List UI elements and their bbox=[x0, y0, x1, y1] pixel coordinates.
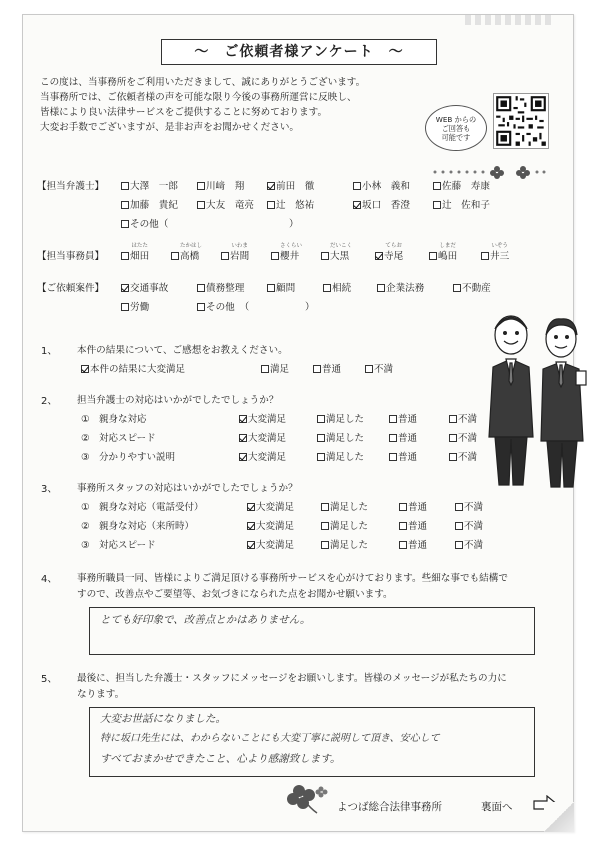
staff-option[interactable] bbox=[429, 243, 458, 264]
lawyer-name: 川﨑 翔 bbox=[206, 181, 245, 192]
option-label: 大変満足 bbox=[248, 433, 287, 444]
other-close: ） bbox=[289, 219, 299, 230]
intro-text bbox=[40, 75, 430, 136]
checkbox-checked[interactable] bbox=[267, 182, 275, 190]
q5-answer-line: 大変お世話になりました。 bbox=[100, 713, 226, 725]
q2-row-label: ③ 分かりやすい説明 bbox=[81, 452, 176, 463]
checkbox-checked[interactable] bbox=[81, 365, 89, 373]
q3-row-label: ① 親身な対応（電話受付） bbox=[81, 502, 204, 513]
option-label: 不満 bbox=[464, 540, 484, 551]
q5-number: 5、 bbox=[41, 674, 58, 685]
q1-text: 本件の結果について、ご感想をお教えください。 bbox=[77, 345, 288, 356]
q1-option[interactable] bbox=[81, 364, 185, 377]
option-label: 不満 bbox=[374, 364, 394, 375]
case-name: 交通事故 bbox=[130, 283, 169, 294]
option-label: 普通 bbox=[398, 414, 418, 425]
option-label: 普通 bbox=[322, 364, 342, 375]
q1-option[interactable] bbox=[365, 364, 393, 377]
option-label: 満足 bbox=[270, 364, 290, 375]
q1-number: 1、 bbox=[41, 346, 58, 357]
q2-row-label: ① 親身な対応 bbox=[81, 414, 147, 425]
checkbox[interactable] bbox=[321, 252, 329, 260]
lawyer-option[interactable] bbox=[433, 181, 490, 194]
case-name: 労働 bbox=[130, 302, 150, 313]
checkbox[interactable] bbox=[121, 303, 129, 311]
staff-name: 井三 bbox=[490, 251, 510, 262]
option-label: 不満 bbox=[464, 502, 484, 513]
q3-option[interactable] bbox=[455, 521, 483, 534]
checkbox[interactable] bbox=[399, 503, 407, 511]
checkbox[interactable] bbox=[197, 284, 205, 292]
checkbox[interactable] bbox=[197, 201, 205, 209]
lawyer-option[interactable] bbox=[353, 181, 410, 194]
checkbox-checked[interactable] bbox=[247, 522, 255, 530]
option-label: 大変満足 bbox=[248, 452, 287, 463]
checkbox[interactable] bbox=[449, 415, 457, 423]
case-option[interactable] bbox=[121, 302, 149, 315]
checkbox[interactable] bbox=[317, 415, 325, 423]
staff-ruby: たかはし bbox=[180, 243, 203, 249]
intro-line: この度は、当事務所をご利用いただきまして、誠にありがとうございます。 bbox=[40, 77, 366, 88]
q1-option[interactable] bbox=[261, 364, 289, 377]
lawyers-label: 【担当弁護士】 bbox=[37, 181, 105, 192]
staff-option[interactable] bbox=[321, 243, 353, 264]
q5-answer-box[interactable] bbox=[89, 707, 535, 777]
qr-code-icon[interactable] bbox=[493, 93, 549, 149]
checkbox[interactable] bbox=[121, 182, 129, 190]
staff-name: 大黒 bbox=[330, 251, 350, 262]
checkbox[interactable] bbox=[267, 201, 275, 209]
checkbox[interactable] bbox=[271, 252, 279, 260]
next-page-label[interactable]: 裏面へ bbox=[481, 801, 513, 813]
lawyer-name: 大友 竜亮 bbox=[206, 200, 254, 211]
option-label: 本件の結果に大変満足 bbox=[90, 364, 186, 375]
checkbox-checked[interactable] bbox=[353, 201, 361, 209]
staff-ruby: だいこく bbox=[330, 243, 353, 249]
option-label: 満足した bbox=[326, 433, 365, 444]
q2-option[interactable] bbox=[449, 414, 477, 427]
cases-label: 【ご依頼案件】 bbox=[37, 283, 105, 294]
q3-number: 3、 bbox=[41, 484, 58, 495]
staff-name: 嶋田 bbox=[438, 251, 458, 262]
checkbox-checked[interactable] bbox=[239, 415, 247, 423]
q4-answer-box[interactable] bbox=[89, 607, 535, 655]
lawyer-option[interactable] bbox=[197, 181, 244, 194]
q3-row-label: ② 親身な対応（来所時） bbox=[81, 521, 195, 532]
lawyer-option[interactable] bbox=[433, 200, 490, 213]
checkbox[interactable] bbox=[317, 453, 325, 461]
staff-ruby: いわま bbox=[231, 243, 248, 249]
lawyer-name: 辻 佐和子 bbox=[442, 200, 490, 211]
case-option[interactable] bbox=[197, 283, 244, 296]
option-label: 普通 bbox=[408, 502, 428, 513]
staff-option[interactable] bbox=[271, 243, 303, 264]
q3-option[interactable] bbox=[399, 502, 427, 515]
option-label: 満足した bbox=[330, 521, 369, 532]
checkbox-checked[interactable] bbox=[239, 434, 247, 442]
staff-name: 櫻井 bbox=[280, 251, 300, 262]
option-label: 大変満足 bbox=[256, 521, 295, 532]
checkbox[interactable] bbox=[453, 284, 461, 292]
intro-line: 大変お手数でございますが、是非お声をお聞かせください。 bbox=[40, 122, 300, 134]
q3-option[interactable] bbox=[247, 502, 294, 515]
lawyer-option[interactable] bbox=[267, 181, 314, 194]
checkbox[interactable] bbox=[449, 434, 457, 442]
web-bubble bbox=[425, 105, 487, 151]
lawyer-name: 坂口 香澄 bbox=[362, 200, 410, 211]
scan-mark bbox=[465, 15, 555, 25]
lawyer-option[interactable] bbox=[121, 181, 178, 194]
checkbox[interactable] bbox=[433, 182, 441, 190]
option-label: 満足した bbox=[330, 502, 369, 513]
checkbox[interactable] bbox=[449, 453, 457, 461]
q5-answer-line: 特に坂口先生には、わからないことにも大変丁寧に説明して頂き、安心して bbox=[100, 733, 440, 744]
case-name: 債務整理 bbox=[206, 283, 245, 294]
clover-dots-decoration bbox=[431, 165, 551, 179]
lawyer-option[interactable] bbox=[197, 200, 254, 213]
staff-ruby: さくらい bbox=[280, 243, 303, 249]
q4-text-line-1: 事務所職員一同、皆様によりご満足頂ける事務所サービスを心がけております。些細な事でも結構で bbox=[77, 573, 508, 584]
checkbox[interactable] bbox=[321, 522, 329, 530]
checkbox-checked[interactable] bbox=[247, 503, 255, 511]
q2-option[interactable] bbox=[239, 433, 286, 446]
page-curl-decoration bbox=[544, 802, 574, 832]
checkbox-checked[interactable] bbox=[121, 284, 129, 292]
staff-option[interactable] bbox=[171, 243, 203, 264]
q5-answer-line: すべておまかせできたこと、心より感謝致します。 bbox=[100, 753, 341, 765]
web-bubble-line: ご回答も bbox=[441, 123, 471, 133]
q2-option[interactable] bbox=[317, 433, 364, 446]
checkbox[interactable] bbox=[121, 252, 129, 260]
option-label: 不満 bbox=[458, 452, 478, 463]
checkbox[interactable] bbox=[321, 503, 329, 511]
lawyer-name: 大澤 一郎 bbox=[130, 181, 178, 192]
staff-option[interactable] bbox=[375, 243, 404, 264]
staff-option[interactable] bbox=[481, 243, 510, 264]
firm-name: よつば総合法律事務所 bbox=[337, 801, 442, 813]
q3-option[interactable] bbox=[399, 521, 427, 534]
option-label: 満足した bbox=[330, 540, 369, 551]
q3-option[interactable] bbox=[247, 521, 294, 534]
checkbox[interactable] bbox=[317, 434, 325, 442]
staff-name: 高橋 bbox=[180, 251, 200, 262]
option-label: 大変満足 bbox=[256, 502, 295, 513]
q3-option[interactable] bbox=[247, 540, 294, 553]
q4-answer-text: とても好印象で、改善点とかはありません。 bbox=[100, 614, 311, 626]
q4-number: 4、 bbox=[41, 574, 58, 585]
checkbox[interactable] bbox=[433, 201, 441, 209]
checkbox[interactable] bbox=[353, 182, 361, 190]
lawyer-option[interactable] bbox=[353, 200, 410, 213]
staff-ruby: いぞう bbox=[491, 243, 508, 249]
option-label: 普通 bbox=[398, 433, 418, 444]
option-label: 普通 bbox=[408, 521, 428, 532]
option-label: 不満 bbox=[464, 521, 484, 532]
case-name: その他 （ bbox=[206, 302, 250, 313]
lawyer-name: 前田 徹 bbox=[276, 181, 315, 192]
option-label: 満足した bbox=[326, 414, 365, 425]
checkbox[interactable] bbox=[455, 541, 463, 549]
q3-option[interactable] bbox=[321, 502, 368, 515]
other-label: その他（ bbox=[130, 219, 169, 230]
checkbox[interactable] bbox=[389, 434, 397, 442]
q5-text-line-1: 最後に、担当した弁護士・スタッフにメッセージをお願いします。皆様のメッセージが私たちの力に bbox=[77, 673, 507, 684]
checkbox[interactable] bbox=[455, 522, 463, 530]
q2-option[interactable] bbox=[317, 414, 364, 427]
lawyers-row-1 bbox=[37, 181, 490, 194]
web-bubble-line: 可能です bbox=[441, 132, 471, 142]
checkbox[interactable] bbox=[313, 365, 321, 373]
q2-option[interactable] bbox=[239, 452, 286, 465]
checkbox-checked[interactable] bbox=[375, 252, 383, 260]
checkbox[interactable] bbox=[267, 284, 275, 292]
staff-name: 岩間 bbox=[230, 251, 250, 262]
lawyer-name: 佐藤 寿康 bbox=[442, 181, 490, 192]
case-name: 不動産 bbox=[462, 283, 491, 294]
checkbox[interactable] bbox=[481, 252, 489, 260]
q3-option[interactable] bbox=[455, 502, 483, 515]
checkbox[interactable] bbox=[121, 220, 129, 228]
q2-option[interactable] bbox=[389, 414, 417, 427]
q4-text-line-2: すので、改善点やご要望等、お気づきになられた点をお聞かせ願います。 bbox=[77, 589, 393, 600]
q3-option[interactable] bbox=[399, 540, 427, 553]
option-label: 普通 bbox=[398, 452, 418, 463]
checkbox[interactable] bbox=[455, 503, 463, 511]
staff-row bbox=[37, 243, 510, 264]
q3-text: 事務所スタッフの対応はいかがでしたでしょうか？ bbox=[77, 483, 298, 494]
checkbox[interactable] bbox=[377, 284, 385, 292]
option-label: 大変満足 bbox=[256, 540, 295, 551]
option-label: 大変満足 bbox=[248, 414, 287, 425]
q2-option[interactable] bbox=[317, 452, 364, 465]
checkbox[interactable] bbox=[389, 415, 397, 423]
cases-row-1 bbox=[37, 283, 491, 296]
staff-option[interactable] bbox=[121, 243, 150, 264]
staff-ruby: はたた bbox=[131, 243, 148, 249]
checkbox[interactable] bbox=[365, 365, 373, 373]
case-option[interactable] bbox=[453, 283, 491, 296]
web-bubble-line: WEB からの bbox=[435, 114, 477, 124]
q1-option[interactable] bbox=[313, 364, 341, 377]
checkbox[interactable] bbox=[429, 252, 437, 260]
case-option[interactable] bbox=[377, 283, 424, 296]
checkbox[interactable] bbox=[261, 365, 269, 373]
staff-illustration bbox=[481, 307, 593, 497]
q3-row-label: ③ 対応スピード bbox=[81, 540, 156, 551]
checkbox[interactable] bbox=[197, 303, 205, 311]
lawyer-name: 小林 義和 bbox=[362, 181, 410, 192]
q3-option[interactable] bbox=[321, 540, 368, 553]
q2-option[interactable] bbox=[389, 433, 417, 446]
q5-text-line-2: なります。 bbox=[77, 689, 125, 700]
lawyer-name: 辻 悠祐 bbox=[276, 200, 315, 211]
checkbox[interactable] bbox=[197, 182, 205, 190]
option-label: 不満 bbox=[458, 414, 478, 425]
q2-option[interactable] bbox=[449, 452, 477, 465]
case-name: 相続 bbox=[332, 283, 352, 294]
case-other-option[interactable] bbox=[197, 302, 249, 315]
q3-option[interactable] bbox=[321, 521, 368, 534]
q2-row-label: ② 対応スピード bbox=[81, 433, 156, 444]
checkbox[interactable] bbox=[399, 541, 407, 549]
q3-option[interactable] bbox=[455, 540, 483, 553]
survey-sheet bbox=[22, 14, 574, 832]
staff-name: 寺尾 bbox=[384, 251, 404, 262]
staff-label: 【担当事務員】 bbox=[37, 251, 105, 262]
checkbox[interactable] bbox=[399, 522, 407, 530]
intro-line: 当事務所では、ご依頼者様の声を可能な限り今後の事務所運営に反映し、 bbox=[40, 92, 357, 104]
q2-option[interactable] bbox=[449, 433, 477, 446]
staff-ruby: てらお bbox=[385, 243, 402, 249]
q2-option[interactable] bbox=[239, 414, 286, 427]
checkbox-checked[interactable] bbox=[247, 541, 255, 549]
checkbox[interactable] bbox=[389, 453, 397, 461]
checkbox[interactable] bbox=[321, 541, 329, 549]
lawyer-other-option[interactable] bbox=[121, 219, 168, 232]
case-option[interactable] bbox=[323, 283, 351, 296]
option-label: 不満 bbox=[458, 433, 478, 444]
staff-ruby: しまだ bbox=[439, 243, 456, 249]
case-name: 顧問 bbox=[276, 283, 296, 294]
checkbox-checked[interactable] bbox=[239, 453, 247, 461]
clover-logo-icon bbox=[281, 781, 331, 815]
case-name: 企業法務 bbox=[386, 283, 425, 294]
page-title: ～ ご依頼者様アンケート ～ bbox=[161, 39, 437, 65]
case-option[interactable] bbox=[267, 283, 295, 296]
checkbox[interactable] bbox=[121, 201, 129, 209]
option-label: 満足した bbox=[326, 452, 365, 463]
checkbox[interactable] bbox=[323, 284, 331, 292]
q2-option[interactable] bbox=[389, 452, 417, 465]
q2-text: 担当弁護士の対応はいかがでしたでしょうか？ bbox=[77, 395, 279, 406]
checkbox[interactable] bbox=[221, 252, 229, 260]
lawyer-name: 加藤 貴紀 bbox=[130, 200, 178, 211]
case-option[interactable] bbox=[121, 283, 168, 296]
staff-name: 畑田 bbox=[130, 251, 150, 262]
staff-option[interactable] bbox=[221, 243, 250, 264]
option-label: 普通 bbox=[408, 540, 428, 551]
lawyer-option[interactable] bbox=[267, 200, 314, 213]
intro-line: 皆様により良い法律サービスをご提供することに努めております。 bbox=[40, 107, 328, 119]
q2-number: 2、 bbox=[41, 396, 58, 407]
lawyer-option[interactable] bbox=[121, 200, 178, 213]
other-close: ） bbox=[305, 302, 315, 313]
checkbox[interactable] bbox=[171, 252, 179, 260]
